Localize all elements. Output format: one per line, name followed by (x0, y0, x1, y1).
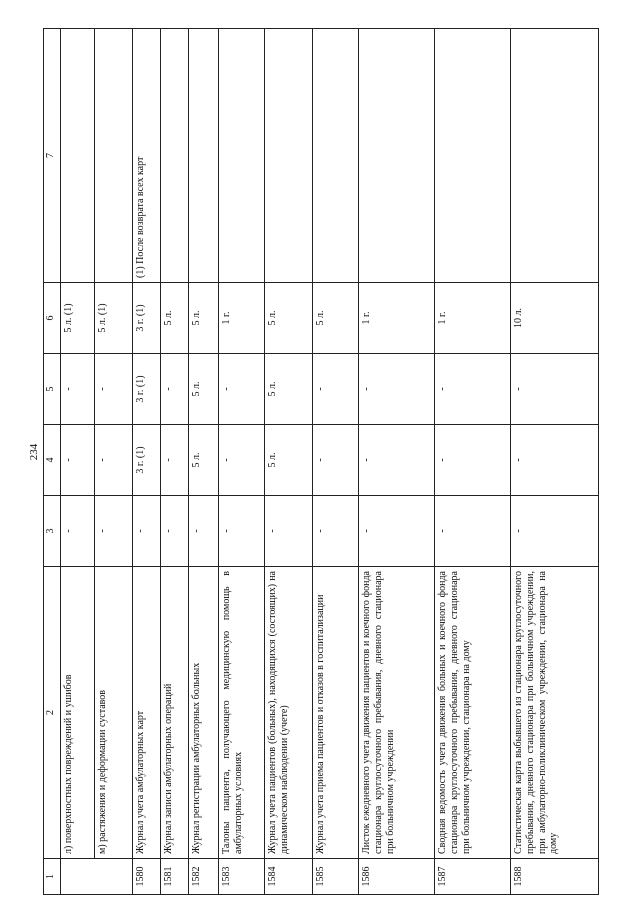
row-col6: 5 л. (313, 283, 359, 354)
table-row (511, 29, 599, 895)
row-col5: - (359, 354, 435, 425)
row-number: 1588 (511, 859, 599, 895)
row-col3: - (313, 496, 359, 567)
row-col4: 5 л. (189, 425, 219, 496)
row-description: Листок ежедневного учета движения пациентов и коечного фонда стационара круглосуточного пребывания, дневного стационара при больничном учреждении (359, 567, 435, 859)
table-row (435, 29, 511, 895)
row-col4: 5 л. (265, 425, 313, 496)
row-col6: 5 л. (161, 283, 189, 354)
table-row (95, 29, 133, 895)
table-row (359, 29, 435, 895)
row-col3: - (161, 496, 189, 567)
row-col3: - (189, 496, 219, 567)
row-number: 1583 (219, 859, 265, 895)
row-notes (219, 29, 265, 283)
row-number: 1581 (161, 859, 189, 895)
row-col6: 5 л. (265, 283, 313, 354)
row-description: Талоны пациента, получающего медицинскую помощь в амбулаторных условиях (219, 567, 265, 859)
row-description: Журнал учета амбулаторных карт (133, 567, 161, 859)
column-header-1: 1 (44, 859, 61, 895)
row-col4: - (61, 425, 95, 496)
row-notes (265, 29, 313, 283)
row-notes (313, 29, 359, 283)
row-number: 1586 (359, 859, 435, 895)
row-col3: - (133, 496, 161, 567)
table-row (161, 29, 189, 895)
row-description: Журнал учета приема пациентов и отказов в госпитализации (313, 567, 359, 859)
retention-table (43, 28, 599, 895)
row-col3: - (435, 496, 511, 567)
row-col6: 5 л. (189, 283, 219, 354)
row-col6: 1 г. (435, 283, 511, 354)
row-notes: (1) После возврата всех карт (133, 29, 161, 283)
row-notes (359, 29, 435, 283)
column-header-2: 2 (44, 567, 61, 859)
row-description: Статистическая карта выбывшего из стационара круглосуточного пребывания, дневного стационара при больничном учреждении, при амбулаторно-поликлиническом учреждении, стационара на дому (511, 567, 599, 859)
row-number: 1587 (435, 859, 511, 895)
row-col6: 10 л. (511, 283, 599, 354)
table-row (313, 29, 359, 895)
table-row (61, 29, 95, 895)
row-notes (435, 29, 511, 283)
row-col3: - (219, 496, 265, 567)
row-col4: - (219, 425, 265, 496)
row-number: 1582 (189, 859, 219, 895)
table-row (219, 29, 265, 895)
row-description: м) растяжения и деформации суставов (95, 567, 133, 859)
column-header-4: 4 (44, 425, 61, 496)
row-col3: - (359, 496, 435, 567)
row-col5: 5 л. (265, 354, 313, 425)
row-notes (95, 29, 133, 283)
row-col5: - (61, 354, 95, 425)
row-col6: 3 г. (1) (133, 283, 161, 354)
row-col4: - (95, 425, 133, 496)
row-notes (161, 29, 189, 283)
row-number (61, 859, 133, 895)
row-col4: - (161, 425, 189, 496)
table-row (189, 29, 219, 895)
page-number: 234 (28, 443, 40, 461)
column-header-5: 5 (44, 354, 61, 425)
row-col3: - (95, 496, 133, 567)
header-row (44, 29, 61, 895)
row-col6: 1 г. (359, 283, 435, 354)
row-col5: - (511, 354, 599, 425)
row-description: Сводная ведомость учета движения больных и коечного фонда стационара круглосуточного пребывания, дневного стационара при больничном учреждении, стационара на дому (435, 567, 511, 859)
row-col4: - (435, 425, 511, 496)
row-notes (511, 29, 599, 283)
table-row (265, 29, 313, 895)
row-description: Журнал учета пациентов (больных), находящихся (состоящих) на динамическом наблюдении (учете) (265, 567, 313, 859)
row-col6: 5 л. (1) (95, 283, 133, 354)
row-col5: - (161, 354, 189, 425)
row-number: 1585 (313, 859, 359, 895)
row-col5: - (435, 354, 511, 425)
row-notes (189, 29, 219, 283)
row-col3: - (265, 496, 313, 567)
row-number: 1584 (265, 859, 313, 895)
row-col5: - (95, 354, 133, 425)
row-col5: - (219, 354, 265, 425)
row-number: 1580 (133, 859, 161, 895)
row-col4: - (359, 425, 435, 496)
row-col4: - (313, 425, 359, 496)
row-col6: 5 л. (1) (61, 283, 95, 354)
row-notes (61, 29, 95, 283)
row-description: Журнал регистрации амбулаторных больных (189, 567, 219, 859)
row-description: Журнал записи амбулаторных операций (161, 567, 189, 859)
row-col4: - (511, 425, 599, 496)
row-col5: 5 л. (189, 354, 219, 425)
row-col4: 3 г. (1) (133, 425, 161, 496)
column-header-3: 3 (44, 496, 61, 567)
rotated-page (43, 29, 597, 895)
row-col5: - (313, 354, 359, 425)
column-header-7: 7 (44, 29, 61, 283)
table-row (133, 29, 161, 895)
row-col5: 3 г. (1) (133, 354, 161, 425)
row-description: л) поверхностных повреждений и ушибов (61, 567, 95, 859)
row-col6: 1 г. (219, 283, 265, 354)
row-col3: - (61, 496, 95, 567)
row-col3: - (511, 496, 599, 567)
column-header-6: 6 (44, 283, 61, 354)
